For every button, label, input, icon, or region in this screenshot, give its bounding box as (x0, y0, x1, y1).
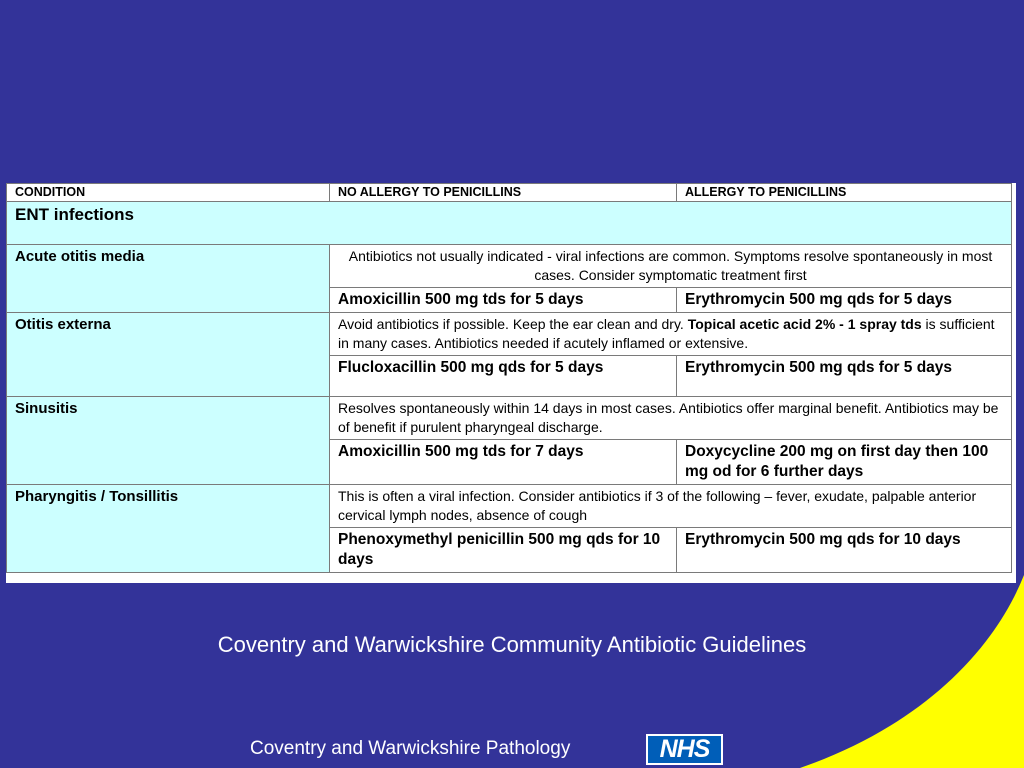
condition-cell: Sinusitis (7, 397, 330, 485)
allergy-treatment: Erythromycin 500 mg qds for 5 days (677, 288, 1012, 313)
antibiotic-guideline-table (6, 183, 1016, 583)
no-allergy-treatment: Phenoxymethyl penicillin 500 mg qds for 10 days (330, 528, 677, 573)
allergy-treatment: Erythromycin 500 mg qds for 5 days (677, 356, 1012, 397)
condition-cell: Pharyngitis / Tonsillitis (7, 485, 330, 573)
condition-cell: Acute otitis media (7, 245, 330, 313)
table-header-row (7, 184, 1012, 202)
slide-footer-title: Coventry and Warwickshire Community Antibiotic Guidelines (217, 632, 807, 657)
header-allergy: ALLERGY TO PENICILLINS (677, 184, 1012, 202)
allergy-treatment: Doxycycline 200 mg on first day then 100 mg od for 6 further days (677, 440, 1012, 485)
no-allergy-treatment: Flucloxacillin 500 mg qds for 5 days (330, 356, 677, 397)
table-row (7, 313, 1012, 356)
no-allergy-treatment: Amoxicillin 500 mg tds for 7 days (330, 440, 677, 485)
guidance-note: Antibiotics not usually indicated - viral infections are common. Symptoms resolve spontaneously in most cases. Consider symptomatic treatment first (330, 245, 1012, 288)
section-title: ENT infections (7, 202, 1012, 245)
table-row (7, 485, 1012, 528)
guidance-note: Resolves spontaneously within 14 days in most cases. Antibiotics offer marginal benefit. Antibiotics may be of benefit if purulent pharyngeal discharge. (330, 397, 1012, 440)
header-no-allergy: NO ALLERGY TO PENICILLINS (330, 184, 677, 202)
note-bold-text: Topical acetic acid 2% - 1 spray tds (687, 316, 922, 332)
nhs-logo (646, 734, 723, 765)
table-row (7, 245, 1012, 288)
table-row (7, 397, 1012, 440)
section-row (7, 202, 1012, 245)
note-text: is sufficient in many cases. Antibiotics needed if acutely inflamed or extensive. (338, 316, 995, 351)
note-text: Avoid antibiotics if possible. Keep the ear clean and dry. (338, 316, 688, 332)
condition-cell: Otitis externa (7, 313, 330, 397)
guidance-note (330, 313, 1012, 356)
nhs-logo-text: NHS (648, 736, 721, 763)
header-condition: CONDITION (7, 184, 330, 202)
pathology-label: Coventry and Warwickshire Pathology (250, 738, 571, 759)
no-allergy-treatment: Amoxicillin 500 mg tds for 5 days (330, 288, 677, 313)
guidance-note: This is often a viral infection. Consider antibiotics if 3 of the following – fever, exudate, palpable anterior cervical lymph nodes, absence of cough (330, 485, 1012, 528)
allergy-treatment: Erythromycin 500 mg qds for 10 days (677, 528, 1012, 573)
